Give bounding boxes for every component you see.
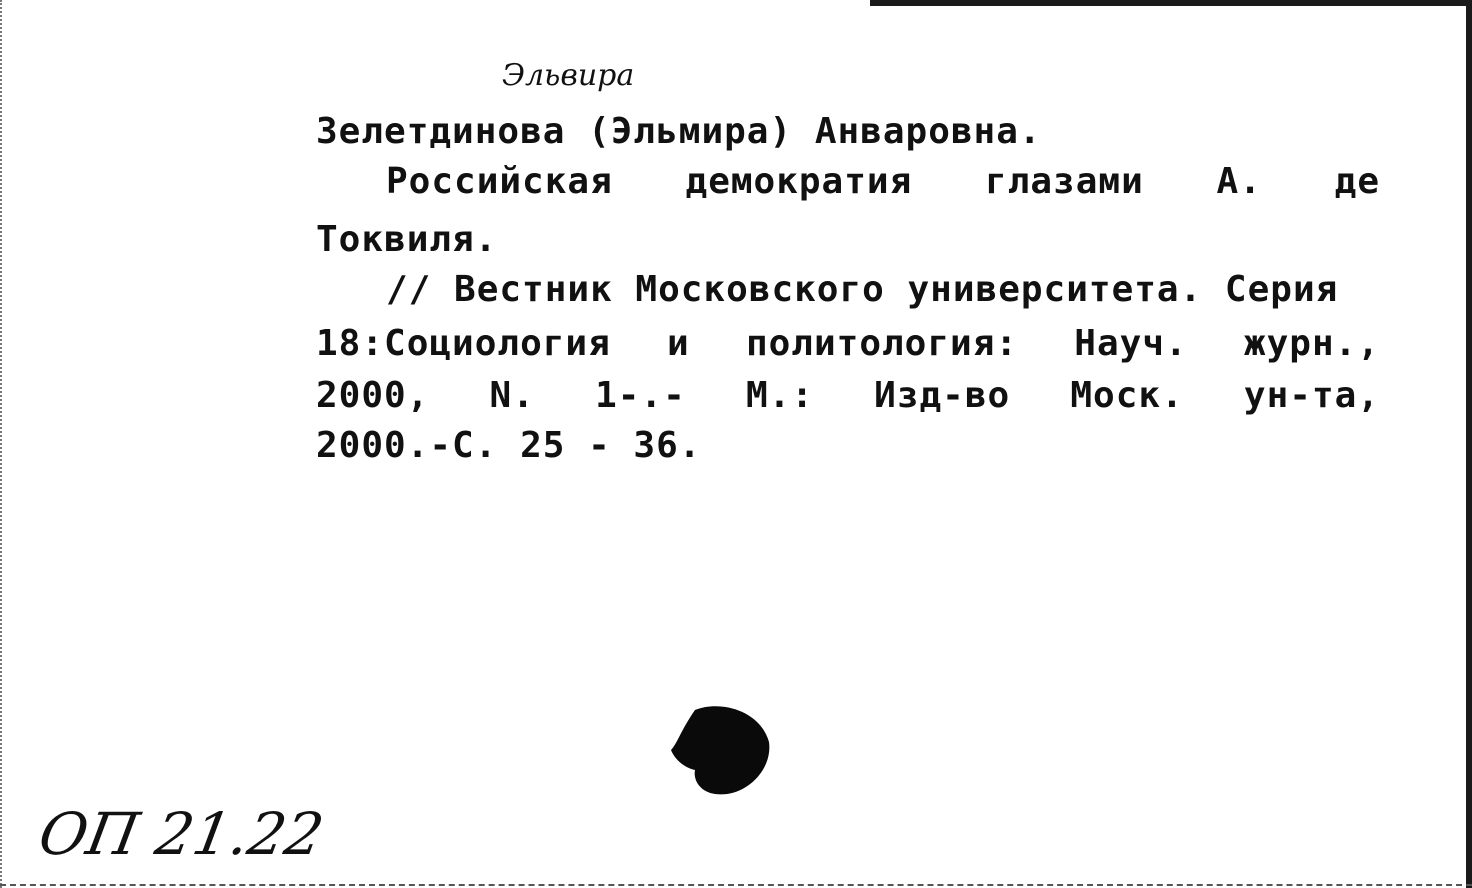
source-line-4: 2000.-С. 25 - 36. (316, 425, 702, 466)
source-word: Моск. (1070, 375, 1184, 416)
title-word: Российская (386, 161, 613, 202)
punch-hole (665, 700, 775, 800)
author-line: Зелетдинова (Эльмира) Анваровна. (316, 111, 1042, 152)
source-word: 18:Социология (316, 323, 611, 364)
source-line-2 (316, 324, 1380, 364)
source-line-1: // Вестник Московского университета. Серия (386, 269, 1339, 310)
card-left-edge (0, 0, 4, 888)
source-word: N. (489, 375, 535, 416)
card-right-edge (1466, 0, 1472, 888)
source-word: ун-та, (1243, 375, 1380, 416)
card-top-edge (870, 0, 1472, 6)
source-word: 1-.- (595, 375, 686, 416)
source-word: Изд-во (874, 375, 1011, 416)
source-word: журн., (1243, 323, 1380, 364)
source-word: 2000, (316, 375, 430, 416)
title-word: демократия (685, 161, 913, 202)
source-word: М.: (745, 375, 814, 416)
source-line-3 (316, 376, 1380, 416)
handwritten-correction: Эльвира (502, 58, 635, 93)
card-bottom-edge (0, 884, 1472, 886)
title-line-1 (386, 162, 1380, 202)
title-word: А. (1216, 161, 1262, 202)
source-word: Науч. (1074, 323, 1188, 364)
title-word: глазами (985, 161, 1144, 202)
title-line-2: Токвиля. (316, 219, 498, 260)
source-word: политология: (745, 323, 1019, 364)
source-word: и (667, 323, 690, 364)
title-word: де (1334, 161, 1380, 202)
call-number: ОП 21.22 (34, 800, 329, 868)
